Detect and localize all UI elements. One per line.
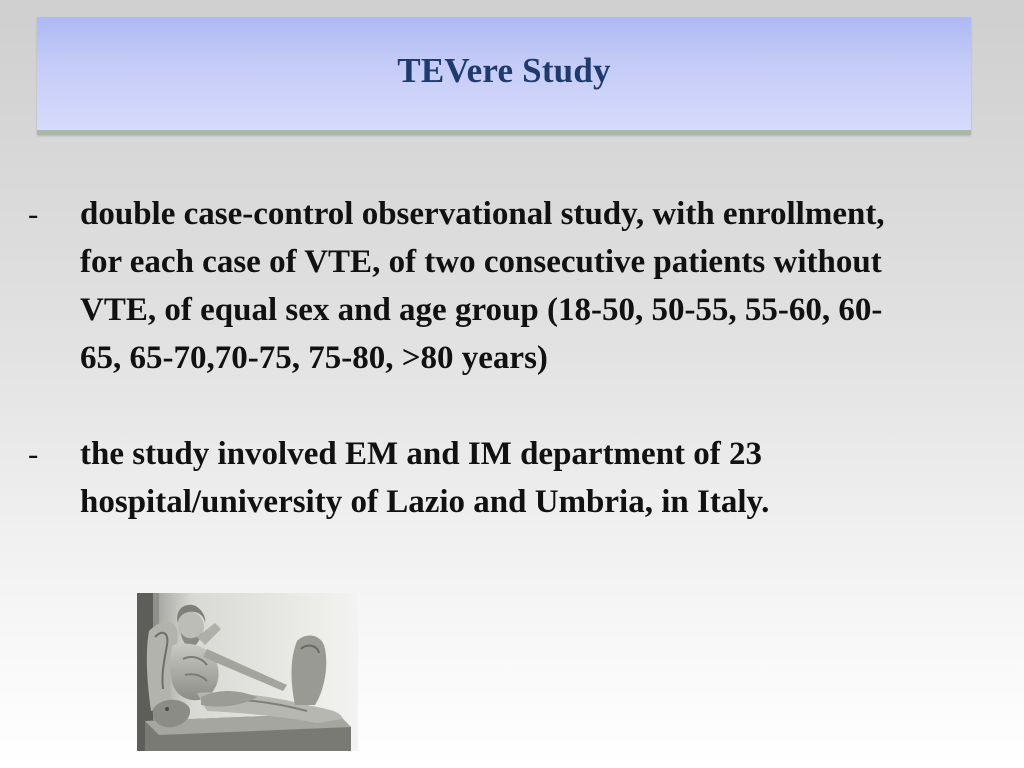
statue-illustration [137, 593, 358, 751]
statue-image [137, 593, 358, 751]
bullet-list [28, 190, 928, 574]
bullet-marker: - [28, 436, 39, 471]
bullet-marker: - [28, 196, 39, 231]
bullet-text: double case-control observational study, with enrollment, for each case of VTE, of two consecutive patients without VTE, of equal sex and age group (18-50, 50-55, 55-60, 60-65, 65-70,70-75, 75-80, >80 years) [80, 196, 885, 376]
bullet-item [28, 430, 928, 526]
title-banner [37, 17, 971, 135]
bullet-item [28, 190, 928, 382]
bullet-text: the study involved EM and IM department of 23 hospital/university of Lazio and Umbria, in Italy. [80, 436, 770, 520]
slide-title: TEVere Study [397, 50, 611, 90]
